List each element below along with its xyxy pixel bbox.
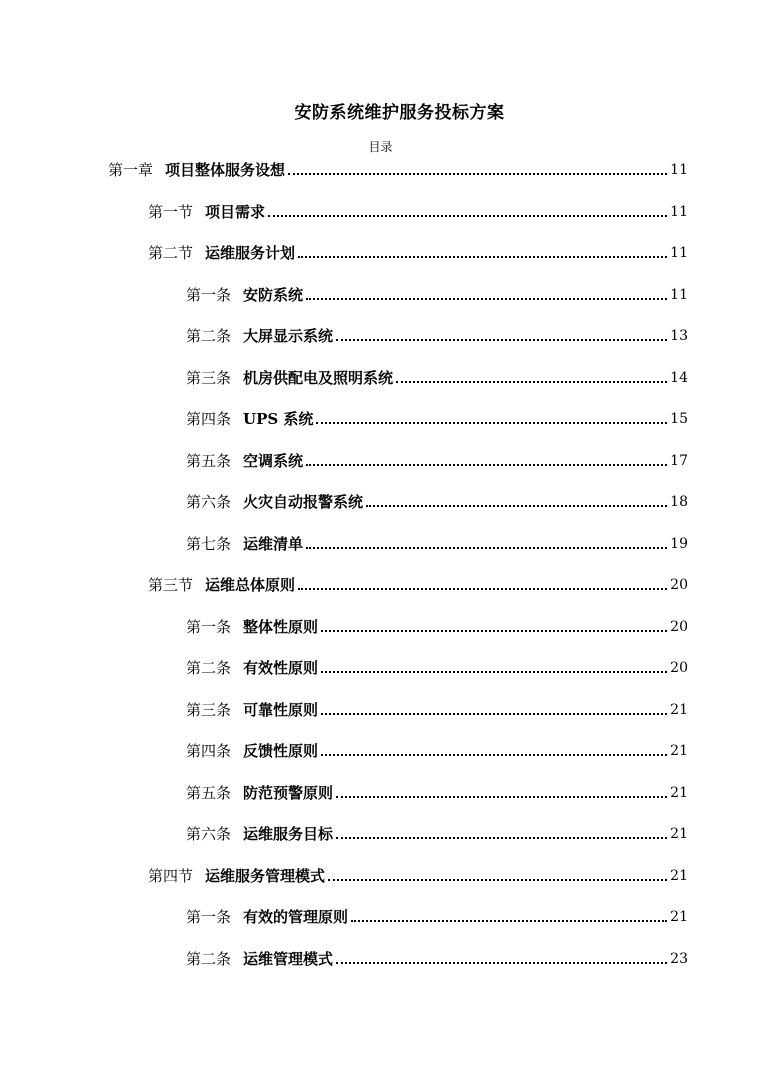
toc-entry-page: 21	[670, 702, 688, 718]
toc-entry-article[interactable]	[186, 739, 688, 761]
toc-leader-dots	[351, 920, 667, 922]
toc-entry-title: 有效性原则	[243, 659, 319, 677]
toc-leader-dots	[316, 422, 667, 424]
toc-entry-number: 第一条	[186, 618, 232, 636]
toc-leader-dots	[288, 173, 667, 175]
toc-entry-title: 项目需求	[205, 203, 266, 221]
toc-entry-title: 整体性原则	[243, 618, 319, 636]
toc-entry-number: 第五条	[186, 452, 232, 470]
toc-entry-title: 项目整体服务设想	[165, 161, 286, 179]
toc-leader-dots	[321, 713, 667, 715]
toc-entry-article[interactable]	[186, 615, 688, 637]
toc-leader-dots	[298, 256, 667, 258]
toc-heading: 目录	[368, 140, 393, 154]
toc-entry-number: 第四节	[148, 867, 194, 885]
toc-entry-page: 11	[670, 287, 688, 303]
toc-entry-page: 11	[670, 204, 688, 220]
toc-entry-article[interactable]	[186, 822, 688, 844]
toc-entry-article[interactable]	[186, 905, 688, 927]
toc-entry-page: 11	[670, 245, 688, 261]
toc-entry-number: 第一条	[186, 908, 232, 926]
toc-entry-page: 21	[670, 909, 688, 925]
toc-entry-section[interactable]	[148, 864, 688, 886]
toc-entry-article[interactable]	[186, 781, 688, 803]
toc-entry-article[interactable]	[186, 656, 688, 678]
toc-entry-article[interactable]	[186, 366, 688, 388]
toc-entry-number: 第三节	[148, 576, 194, 594]
toc-entry-number: 第四条	[186, 410, 232, 428]
toc-entry-article[interactable]	[186, 283, 688, 305]
toc-entry-number: 第二条	[186, 950, 232, 968]
toc-entry-title: 可靠性原则	[243, 701, 319, 719]
toc-entry-number: 第一条	[186, 286, 232, 304]
toc-entry-number: 第一节	[148, 203, 194, 221]
toc-entry-section[interactable]	[148, 241, 688, 263]
toc-entry-page: 18	[670, 494, 688, 510]
toc-entry-title: 运维管理模式	[243, 950, 334, 968]
toc-entry-page: 20	[670, 577, 688, 593]
toc-entry-title: 反馈性原则	[243, 742, 319, 760]
toc-leader-dots	[321, 671, 667, 673]
toc-entry-title: 运维总体原则	[205, 576, 296, 594]
toc-entry-number: 第六条	[186, 825, 232, 843]
toc-leader-dots	[321, 630, 667, 632]
toc-leader-dots	[336, 339, 667, 341]
toc-entry-title: 运维服务计划	[205, 244, 296, 262]
toc-leader-dots	[328, 879, 667, 881]
toc-entry-page: 20	[670, 660, 688, 676]
toc-leader-dots	[336, 796, 667, 798]
toc-leader-dots	[306, 464, 667, 466]
toc-entry-number: 第五条	[186, 784, 232, 802]
toc-entry-page: 14	[670, 370, 688, 386]
toc-entry-title: 运维服务管理模式	[205, 867, 326, 885]
toc-entry-page: 17	[670, 453, 688, 469]
toc-entry-article[interactable]	[186, 407, 688, 429]
toc-entry-title: 运维清单	[243, 535, 304, 553]
toc-entry-page: 21	[670, 785, 688, 801]
toc-entry-title: 火灾自动报警系统	[243, 493, 364, 511]
toc-leader-dots	[336, 837, 667, 839]
toc-entry-title: 安防系统	[243, 286, 304, 304]
toc-entry-number: 第四条	[186, 742, 232, 760]
toc-entry-number: 第七条	[186, 535, 232, 553]
toc-entry-article[interactable]	[186, 532, 688, 554]
toc-entry-section[interactable]	[148, 200, 688, 222]
toc-entry-number: 第三条	[186, 701, 232, 719]
toc-leader-dots	[306, 547, 667, 549]
toc-leader-dots	[321, 754, 667, 756]
toc-entry-page: 19	[670, 536, 688, 552]
toc-leader-dots	[396, 381, 667, 383]
toc-entry-title: UPS 系统	[243, 410, 314, 428]
toc-entry-page: 20	[670, 619, 688, 635]
toc-entry-article[interactable]	[186, 324, 688, 346]
toc-entry-page: 13	[670, 328, 688, 344]
toc-entry-number: 第二节	[148, 244, 194, 262]
toc-entry-chapter[interactable]	[108, 158, 688, 180]
toc-entry-title: 防范预警原则	[243, 784, 334, 802]
toc-entry-page: 23	[670, 951, 688, 967]
toc-leader-dots	[306, 298, 667, 300]
toc-entry-page: 11	[670, 162, 688, 178]
toc-leader-dots	[268, 215, 667, 217]
toc-entry-number: 第一章	[108, 161, 154, 179]
toc-entry-title: 运维服务目标	[243, 825, 334, 843]
toc-leader-dots	[366, 505, 667, 507]
document-title: 安防系统维护服务投标方案	[294, 103, 505, 123]
toc-entry-page: 21	[670, 826, 688, 842]
toc-entry-title: 有效的管理原则	[243, 908, 349, 926]
toc-entry-number: 第二条	[186, 659, 232, 677]
toc-entry-number: 第六条	[186, 493, 232, 511]
toc-entry-title: 大屏显示系统	[243, 327, 334, 345]
toc-entry-title: 机房供配电及照明系统	[243, 369, 394, 387]
toc-entry-section[interactable]	[148, 573, 688, 595]
toc-entry-page: 15	[670, 411, 688, 427]
toc-leader-dots	[336, 962, 667, 964]
toc-leader-dots	[298, 588, 667, 590]
toc-entry-article[interactable]	[186, 449, 688, 471]
toc-entry-page: 21	[670, 868, 688, 884]
toc-entry-number: 第三条	[186, 369, 232, 387]
toc-entry-title: 空调系统	[243, 452, 304, 470]
toc-entry-number: 第二条	[186, 327, 232, 345]
toc-entry-article[interactable]	[186, 947, 688, 969]
toc-entry-article[interactable]	[186, 490, 688, 512]
toc-entry-page: 21	[670, 743, 688, 759]
toc-entry-article[interactable]	[186, 698, 688, 720]
